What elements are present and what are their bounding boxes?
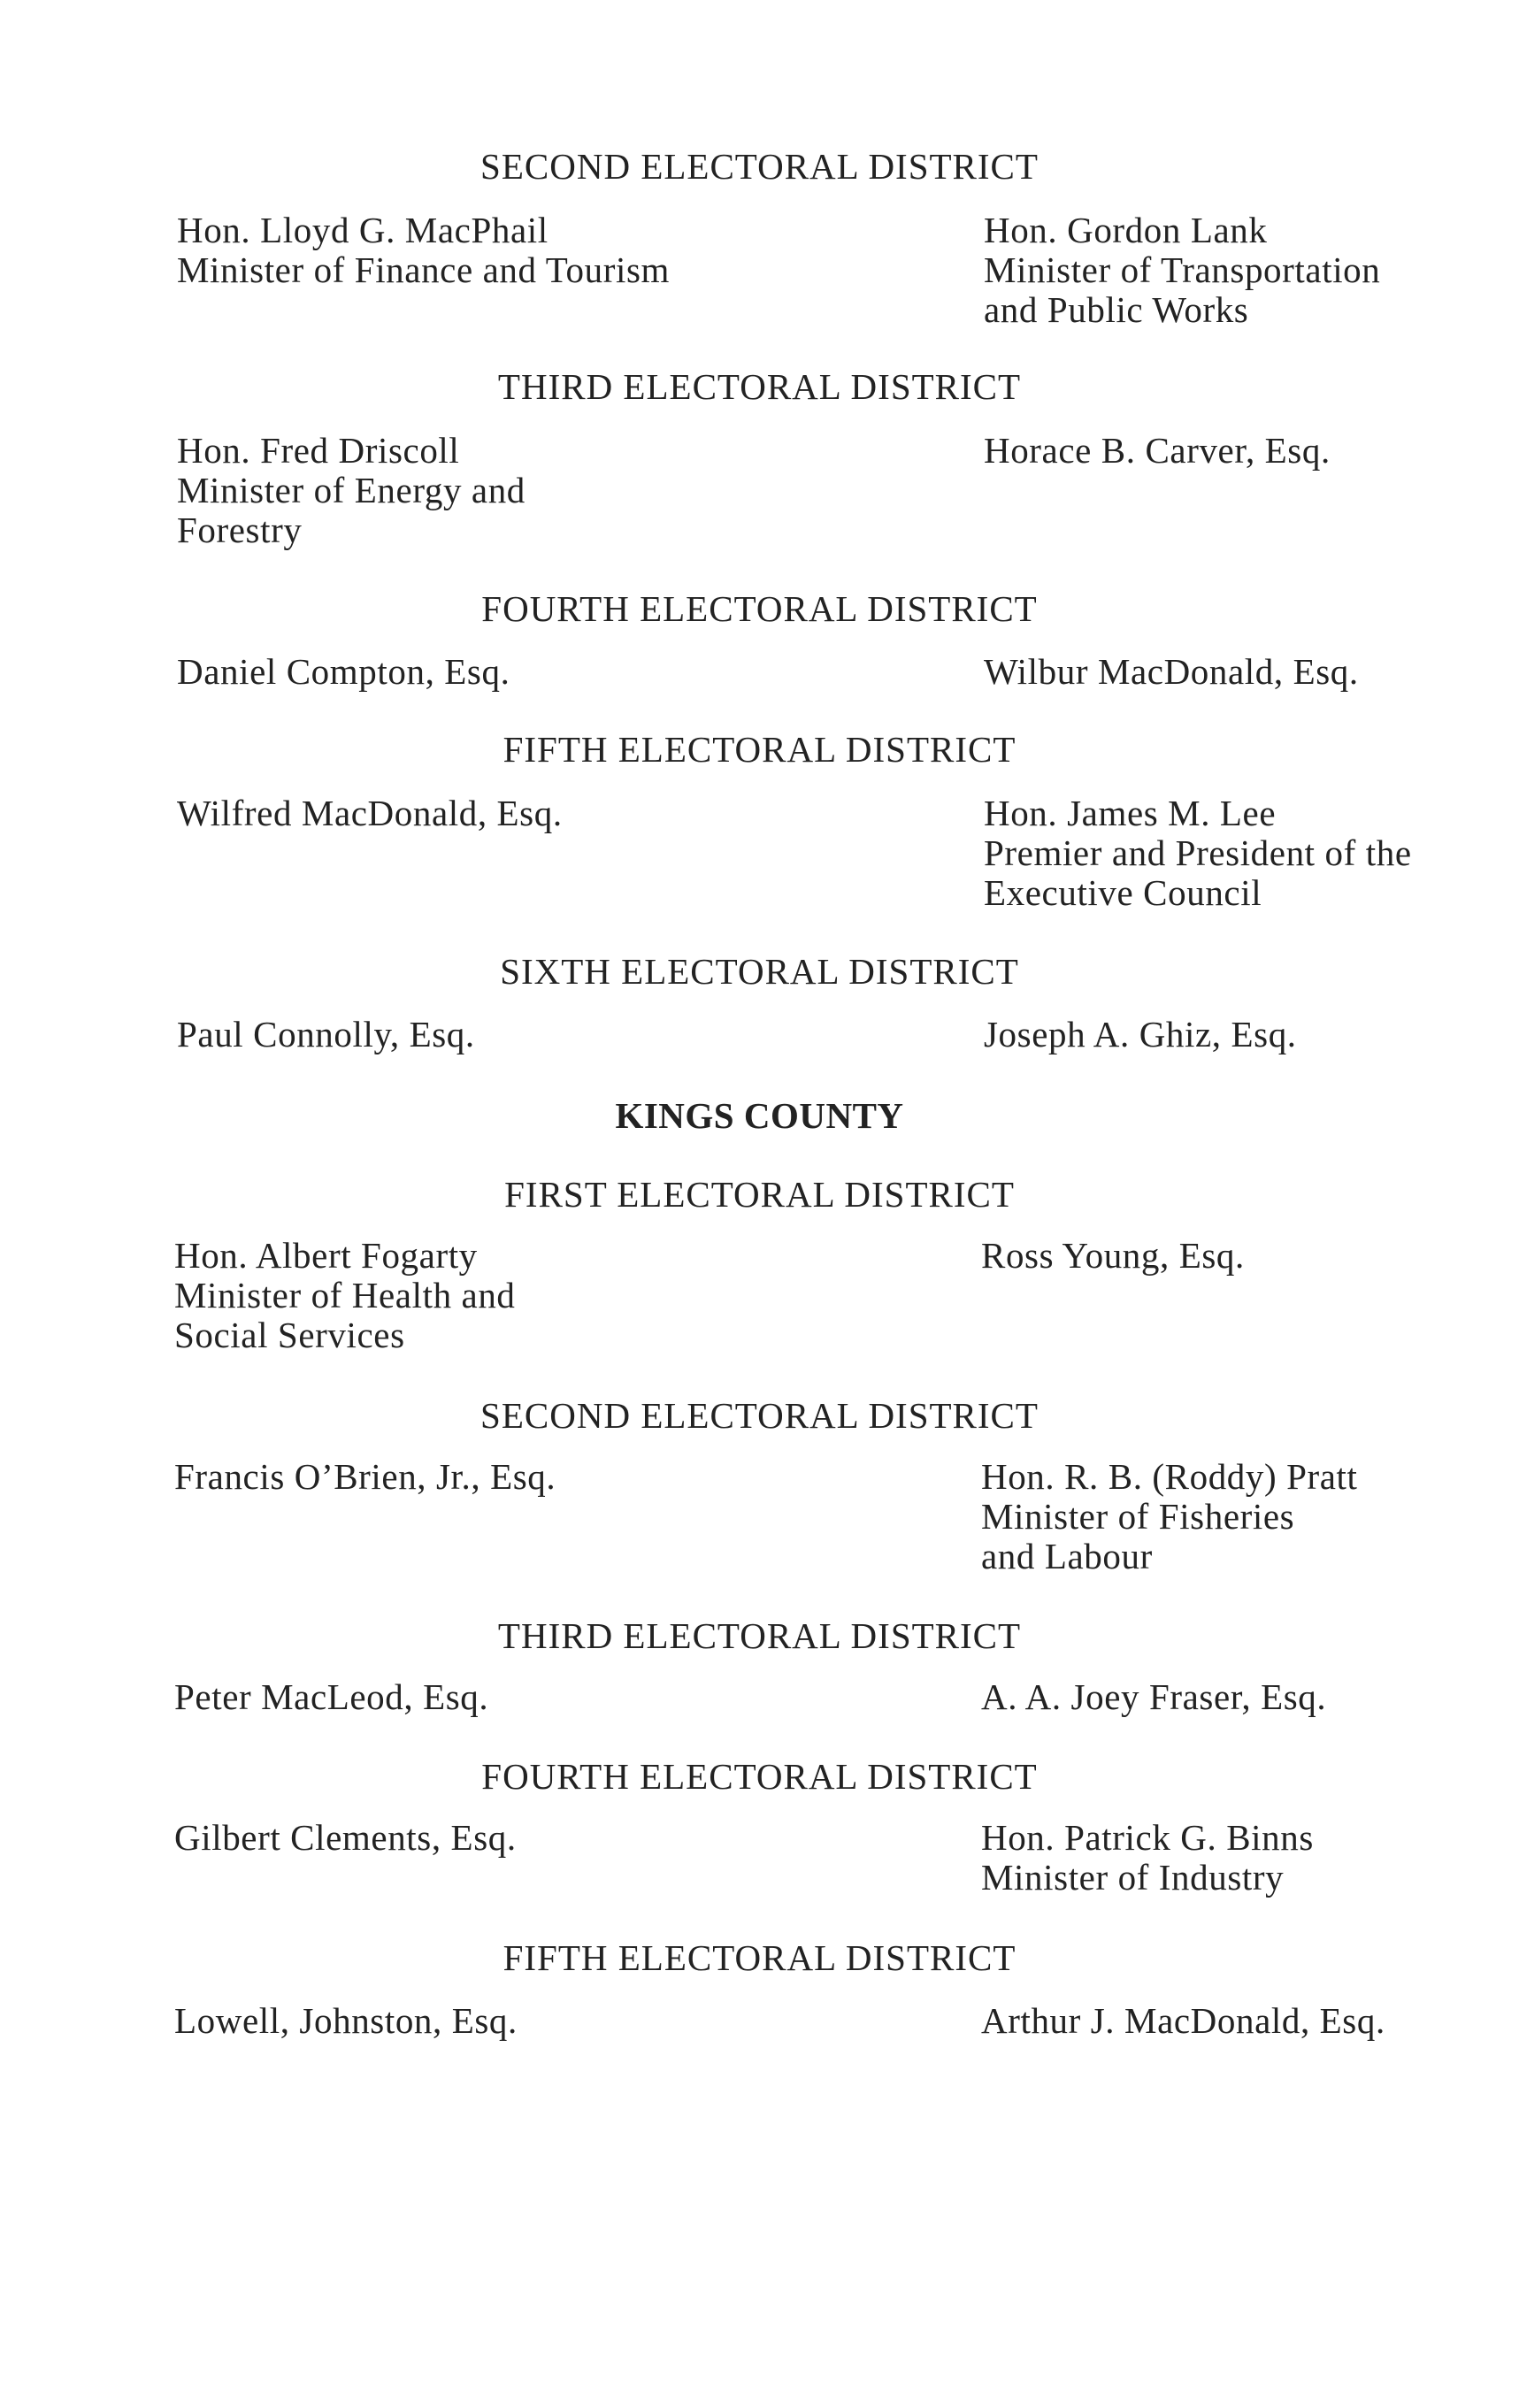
member-name: Lowell, Johnston, Esq. [174,2000,518,2041]
member-name: Gilbert Clements, Esq. [174,1817,517,1858]
member-name: Daniel Compton, Esq. [177,651,510,692]
member-right [981,1236,1245,1276]
member-left [174,1457,556,1497]
district-heading: FIFTH ELECTORAL DISTRICT [502,1937,1017,1978]
district-heading: SIXTH ELECTORAL DISTRICT [500,951,1019,992]
member-name: Hon. Fred Driscoll [177,430,460,471]
district-heading: THIRD ELECTORAL DISTRICT [497,366,1022,407]
member-name: Francis O’Brien, Jr., Esq. [174,1456,556,1497]
district-heading: FIRST ELECTORAL DISTRICT [504,1174,1015,1215]
member-left [177,1015,475,1054]
member-title: and Public Works [984,289,1249,330]
member-title: Executive Council [984,872,1262,913]
district-heading: THIRD ELECTORAL DISTRICT [497,1615,1022,1656]
member-name: Ross Young, Esq. [981,1235,1245,1276]
member-title: Minister of Industry [981,1857,1285,1898]
member-title: Premier and President of the [984,832,1412,873]
member-name: Paul Connolly, Esq. [177,1014,475,1054]
member-left [174,2001,518,2041]
member-title: Minister of Fisheries [981,1496,1295,1537]
member-title: Minister of Transportation [984,249,1381,290]
member-name: Hon. James M. Lee [984,793,1277,833]
member-name: Peter MacLeod, Esq. [174,1676,489,1717]
member-left [174,1818,517,1858]
member-left [174,1677,488,1717]
member-name: Horace B. Carver, Esq. [984,430,1331,471]
member-name: Hon. R. B. (Roddy) Pratt [981,1456,1358,1497]
district-heading: FIFTH ELECTORAL DISTRICT [502,729,1017,770]
member-name: Hon. Albert Fogarty [174,1235,478,1276]
member-left [177,431,526,550]
member-name: Hon. Patrick G. Binns [981,1817,1314,1858]
member-name: Hon. Lloyd G. MacPhail [177,210,549,250]
member-left [177,652,510,692]
member-left [177,211,670,290]
member-name: A. A. Joey Fraser, Esq. [981,1676,1327,1717]
member-right [984,211,1380,330]
district-heading: FOURTH ELECTORAL DISTRICT [481,588,1038,629]
member-right [984,652,1359,692]
member-right [984,431,1331,471]
district-heading: SECOND ELECTORAL DISTRICT [480,1395,1039,1436]
member-name: Hon. Gordon Lank [984,210,1268,250]
member-title: Forestry [177,510,303,550]
member-title: Social Services [174,1315,405,1355]
member-right [984,794,1412,913]
district-heading: FOURTH ELECTORAL DISTRICT [481,1756,1038,1797]
member-title: Minister of Energy and [177,470,526,510]
district-heading: SECOND ELECTORAL DISTRICT [480,146,1039,187]
member-name: Wilbur MacDonald, Esq. [984,651,1359,692]
member-left [177,794,563,833]
member-right [981,1818,1314,1898]
member-name: Wilfred MacDonald, Esq. [177,793,563,833]
member-title: Minister of Finance and Tourism [177,249,671,290]
member-left [174,1236,516,1355]
member-right [981,1677,1326,1717]
county-heading: KINGS COUNTY [615,1095,904,1136]
member-right [981,1457,1358,1576]
member-right [981,2001,1385,2041]
member-name: Joseph A. Ghiz, Esq. [984,1014,1297,1054]
member-right [984,1015,1297,1054]
member-title: and Labour [981,1536,1153,1576]
member-title: Minister of Health and [174,1275,516,1315]
member-name: Arthur J. MacDonald, Esq. [981,2000,1385,2041]
